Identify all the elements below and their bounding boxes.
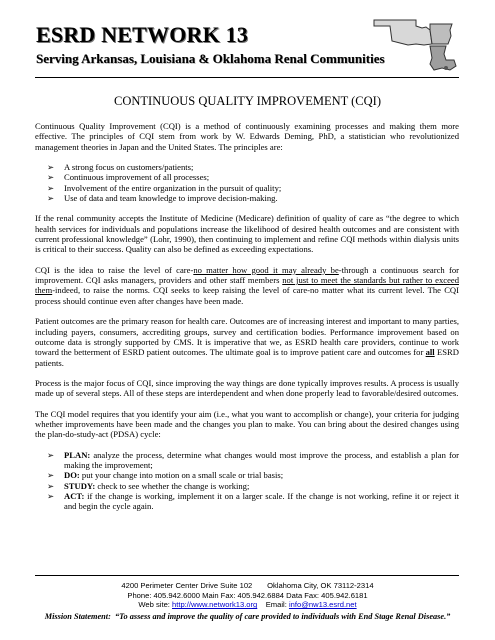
location-marker <box>444 66 448 70</box>
oklahoma-shape <box>374 20 432 45</box>
arrow-bullet-icon: ➢ <box>47 449 55 460</box>
principles-list <box>35 162 459 203</box>
louisiana-shape <box>430 46 456 70</box>
arrow-bullet-icon: ➢ <box>47 490 55 501</box>
footer-divider <box>35 575 459 576</box>
mission-label: Mission Statement: <box>44 612 111 621</box>
paragraph-cqi-model: The CQI model requires that you identify your aim (i.e., what you want to accomplish or change), your criteria for judging whether improvements have been made and the changes you plan to make. You can bring about the desired changes using the plan-do-study-act (PDSA) cycle: <box>35 408 459 440</box>
arrow-bullet-icon: ➢ <box>47 480 55 491</box>
header-divider <box>35 77 459 78</box>
paragraph-patient-outcomes: Patient outcomes are the primary reason for health care. Outcomes are of increasing interest and important to many parties, including payers, consumers, accrediting groups, survey and certification bodies. Performance improvement based on outcome data is strongly supported by CMS. It is imperative that we, as ESRD health care providers, continue to work toward the betterment of ESRD patient outcomes. The ultimate goal is to improve patient care and outcomes for all ESRD patients. <box>35 316 459 368</box>
region-map-logo <box>372 14 458 76</box>
mission-text: “To assess and improve the quality of care provided to individuals with End Stage Renal Disease.” <box>115 612 451 621</box>
org-subtitle: Serving Arkansas, Louisiana & Oklahoma Renal Communities <box>36 51 385 66</box>
org-name: ESRD NETWORK 13 <box>36 22 249 47</box>
arrow-bullet-icon: ➢ <box>47 172 55 183</box>
emphasis-underline: not just to meet the standards but rather to exceed them <box>35 275 459 296</box>
arrow-bullet-icon: ➢ <box>47 162 55 173</box>
paragraph-process: Process is the major focus of CQI, since improving the way things are done typically improves results. A process is usually made up of several steps. All of these steps are interdependent and when done properly lead to favorable/desired outcomes. <box>35 377 459 399</box>
document-body <box>35 121 459 522</box>
arrow-bullet-icon: ➢ <box>47 193 55 204</box>
list-item: ➢ Continuous improvement of all processes; <box>47 172 210 183</box>
email-link[interactable]: info@nw13.esrd.net <box>288 600 357 610</box>
list-item: ➢ Involvement of the entire organization in the pursuit of quality; <box>47 182 282 193</box>
pdsa-list <box>35 450 459 512</box>
emphasis-bold: all <box>425 347 435 358</box>
document-title: CONTINUOUS QUALITY IMPROVEMENT (CQI) <box>114 94 381 108</box>
paragraph-quality-definition: If the renal community accepts the Institute of Medicine (Medicare) definition of quality of care as “the degree to which health services for individuals and populations increase the likelihood of desired health outcomes and are consistent with current professional knowledge” (Lohr, 1990), then continuing to implement and refine CQI methods within dialysis units is critical to their success. Quality can also be defined as exceeding expectations. <box>35 213 459 255</box>
address: 4200 Perimeter Center Drive Suite 102 <box>121 581 253 590</box>
phone-numbers: Phone: 405.942.6000 Main Fax: 405.942.6884 Data Fax: 405.942.6181 <box>127 590 368 600</box>
list-item: ➢ Use of data and team knowledge to improve decision-making. <box>47 193 278 204</box>
emphasis-underline: no matter how good it may already be <box>193 264 339 275</box>
list-item: ➢ DO: put your change into motion on a small scale or trial basis; <box>47 470 284 481</box>
list-item: ➢ STUDY: check to see whether the change is working; <box>47 480 250 491</box>
mission-statement <box>0 612 495 621</box>
city: Oklahoma City, OK 73112-2314 <box>267 581 374 590</box>
list-item: ➢ PLAN: analyze the process, determine what changes would most improve the process, and establish a plan for making the improvement; <box>47 449 459 470</box>
footer-contact: 4200 Perimeter Center Drive Suite 102 Oklahoma City, OK 73112-2314 Phone: 405.942.6000 Main Fax: 405.942.6884 Data Fax: 405.942.6181 Web site: http://www.network13.org Email: info@nw13.esrd.net <box>0 581 495 610</box>
paragraph-intro: Continuous Quality Improvement (CQI) is a method of continuously examining processes and making them more effective. The principles of CQI stem from work by W. Edwards Deming, PhD, a statistician who revolutionized management theories in Japan and the United States. The principles are: <box>35 121 459 152</box>
letterhead <box>0 0 495 88</box>
list-item: ➢ A strong focus on customers/patients; <box>47 162 194 173</box>
list-item: ➢ ACT: if the change is working, implement it on a larger scale. If the change is not working, refine it or reject it and begin the cycle again. <box>47 490 459 512</box>
arrow-bullet-icon: ➢ <box>47 470 55 481</box>
arkansas-shape <box>430 24 452 44</box>
arrow-bullet-icon: ➢ <box>47 182 55 193</box>
paragraph-raise-level: CQI is the idea to raise the level of care-no matter how good it may already be-through a continuous search for improvement. CQI asks managers, providers and other staff members not just to meet the standards but rather to exceed them-indeed, to raise the norms. CQI seeks to keep raising the level of care-no matter what its current level. The CQI process should continue even after changes have been made. <box>35 264 459 306</box>
website-link[interactable]: http://www.network13.org <box>172 600 258 610</box>
